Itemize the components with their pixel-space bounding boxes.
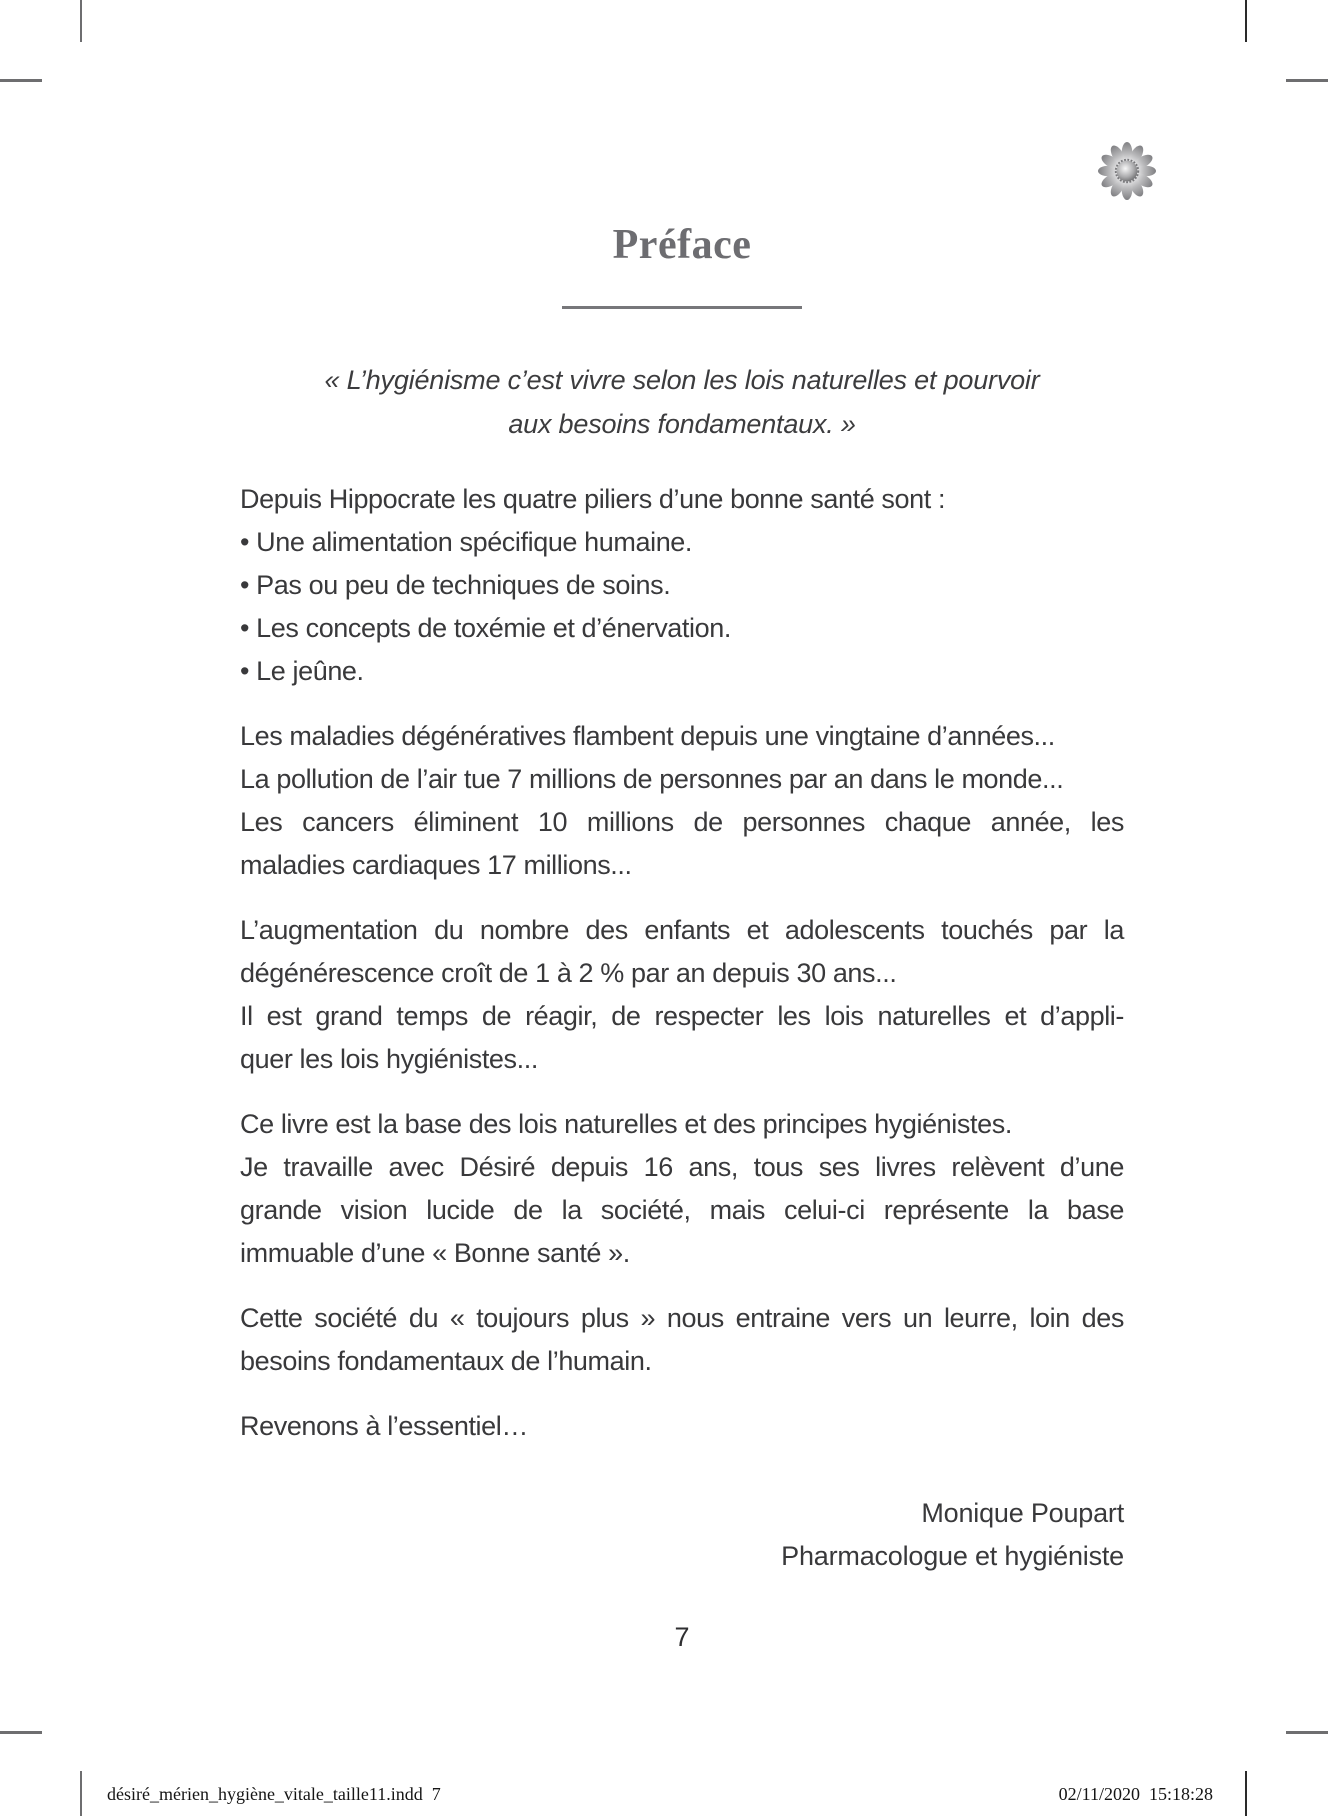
epigraph [190,358,1174,446]
epigraph-line: aux besoins fondamentaux. » [508,409,856,439]
signature-role: Pharmacologue et hygiéniste [781,1541,1124,1571]
paragraph [240,1297,1124,1383]
signature-name: Monique Poupart [921,1498,1124,1528]
crop-mark-bottom-left-vertical [80,1771,82,1816]
body-line: L’augmentation du nombre des enfants et adolescents touchés par la [240,915,1124,945]
crop-mark-bottom-right-vertical [1245,1771,1247,1816]
daisy-flower-icon [1097,141,1157,201]
footer-file-slug: désiré_mérien_hygiène_vitale_taille11.indd 7 [107,1784,441,1804]
body-line: dégénérescence croît de 1 à 2 % par an depuis 30 ans... [240,958,897,988]
bullet-line: • Une alimentation spécifique humaine. [240,527,693,557]
body-line: quer les lois hygiénistes... [240,1044,538,1074]
title-underline [562,306,802,309]
body-text [240,478,1124,1448]
crop-mark-top-right-horizontal [1286,79,1328,82]
body-line: Je travaille avec Désiré depuis 16 ans, tous ses livres relèvent d’une [240,1152,1124,1182]
paragraph [240,478,1124,693]
body-line: La pollution de l’air tue 7 millions de personnes par an dans le monde... [240,764,1064,794]
crop-mark-top-left-vertical [80,0,82,42]
bullet-line: • Le jeûne. [240,656,364,686]
body-line: Les cancers éliminent 10 millions de personnes chaque année, les [240,807,1124,837]
bullet-line: • Pas ou peu de techniques de soins. [240,570,671,600]
paragraph [240,909,1124,1081]
paragraph [240,715,1124,887]
body-line: Il est grand temps de réagir, de respecter les lois naturelles et d’appli- [240,1001,1124,1031]
signature-block [240,1492,1124,1578]
bullet-line: • Les concepts de toxémie et d’énervation. [240,613,731,643]
crop-mark-top-right-vertical [1245,0,1247,42]
crop-mark-bottom-left-horizontal [0,1731,42,1734]
paragraph [240,1103,1124,1275]
body-line: Ce livre est la base des lois naturelles et des principes hygiénistes. [240,1109,1012,1139]
body-line: maladies cardiaques 17 millions... [240,850,632,880]
body-line: besoins fondamentaux de l’humain. [240,1346,652,1376]
body-line: Cette société du « toujours plus » nous entraine vers un leurre, loin des [240,1303,1124,1333]
body-line: Revenons à l’essentiel… [240,1411,528,1441]
epigraph-line: « L’hygiénisme c’est vivre selon les lois naturelles et pourvoir [324,365,1040,395]
body-line: Les maladies dégénératives flambent depuis une vingtaine d’années... [240,721,1055,751]
crop-mark-top-left-horizontal [0,79,42,82]
body-line: Depuis Hippocrate les quatre piliers d’une bonne santé sont : [240,484,946,514]
crop-mark-bottom-right-horizontal [1286,1731,1328,1734]
paragraph [240,1405,1124,1448]
footer-timestamp: 02/11/2020 15:18:28 [1058,1784,1213,1804]
body-line: immuable d’une « Bonne santé ». [240,1238,630,1268]
page-number: 7 [674,1622,690,1652]
page-title: Préface [612,222,752,268]
body-line: grande vision lucide de la société, mais celui-ci représente la base [240,1195,1124,1225]
